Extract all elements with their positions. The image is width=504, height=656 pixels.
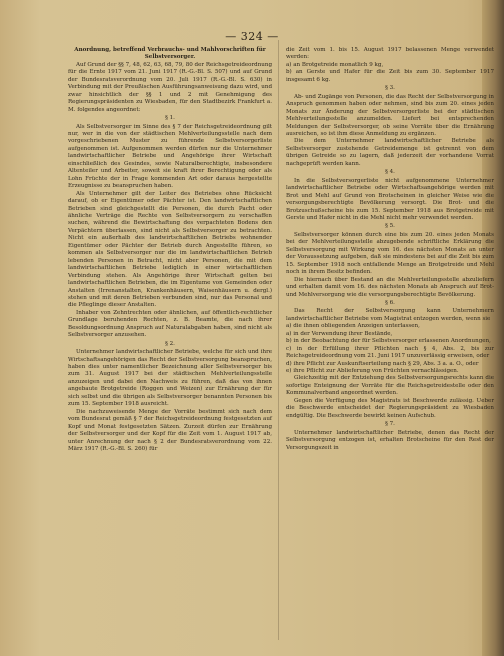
paragraph: Gleichzeitig mit der Entziehung des Selbstversorgungsrechts kann die sofortige Enteignung der Vorräte für die Reichsgetreidestelle oder den Kommunalverband angeordnet werden. (286, 375, 494, 397)
paragraph: Ab- und Zugänge von Personen, die das Recht der Selbstversorgung in Anspruch genommen haben oder nehmen, sind bis zum 20. eines jeden Monats zur Änderung der Selbstversorgerliste bei der städtischen Mehlverteilungsstelle anzumelden. Liefert bei entsprechenden Meldungen der Selbstversorger, ob seine Vorräte über die Ernährung ausreichen, so ist ihm diese Anmeldung zu ergänzen. (286, 93, 494, 137)
paragraph: Das Recht der Selbstversorgung kann Unternehmern landwirtschaftlicher Betriebe vom Magistrat entzogen werden, wenn sie (286, 308, 494, 322)
paragraph: Unternehmer landwirtschaftlicher Betriebe, welche für sich und ihre Wirtschaftsangehörigen das Recht der Selbstversorgung beanspruchen, haben dies unter namentlicher Bezeichnung aller Selbstversorger bis zum 31. August 1917 bei der städtischen Mehlverteilungsstelle anzuzeigen und dabei den Nachweis zu führen, daß das von ihnen angebaute Brotgetreide (Roggen und Weizen) zur Ernährung der für sich selbst und die übrigen als Selbstversorger benannten Personen bis zum 15. September 1918 ausreicht. (68, 349, 272, 408)
left-column (68, 47, 272, 453)
section-heading: § 6. (385, 299, 395, 306)
right-column (286, 47, 494, 452)
paragraph: Die hiernach über Bestand an die Mehlverteilungsstelle abzuliefern und erhalten damit vom 16. des nächsten Monats ab Anspruch auf Brot- und Mehlversorgung wie die versorgungsberechtigte Bevölkerung. (286, 276, 494, 298)
paragraph: b) in der Beobachtung der für Selbstversorger erlassenen Anordnungen, (286, 338, 491, 345)
paragraph: Auf Grund der §§ 7, 48, 62, 63, 68, 79, 80 der Reichsgetreideordnung für die Ernte 1917 vom 21. Juni 1917 (R.-G.-Bl. S. 507) und auf Grund der Bundesratsverordnung vom 20. Juli 1917 (R.-G.-Bl. S. 630) in Verbindung mit der Preußischen Ausführungsanweisung dazu wird, und zwar hinsichtlich der §§ 1 und 2 mit Genehmigung des Regierungspräsidenten zu Wiesbaden, für den Stadtbezirk Frankfurt a. M. folgendes angeordnet: (68, 61, 272, 113)
paragraph: d) ihre Pflicht zur Auskunftserteilung nach § 29, Abs. 3 a. a. O., oder (286, 360, 479, 367)
paragraph: Gegen die Verfügung des Magistrats ist Beschwerde zulässig. Ueber die Beschwerde entscheidet der Regierungspräsident zu Wiesbaden endgültig. Die Beschwerde bewirkt keinen Aufschub. (286, 397, 494, 419)
paragraph: c) in der Erfüllung ihrer Pflichten nach § 4, Abs. 2, bis zur Reichsgetreideordnung vom 21. Juni 1917 unzuverlässig erweisen, oder (286, 345, 494, 360)
paragraph: Als Unternehmer gilt der Leiter des Betriebes ohne Rücksicht darauf, ob er Eigentümer oder Pächter ist. Den landwirtschaftlichen Betrieben sind gleichgestellt die Personen, die durch Pacht oder ähnliche Verträge die Rechte von Selbstversorgern zu verschaffen suchen, während die Bewirtschaftung des verpachteten Bodens den Verpächtern überlassen, sind nicht als Selbstversorger zu betrachten. Nicht ein außerhalb des landwirtschaftlichen Betriebs wohnender Eigentümer oder Pächter der Betrieb durch Angestellte führen, so kommen als Selbstversorger nur die im landwirtschaftlichen Betrieb lebenden Personen in Betracht, nicht aber Personen, die mit dem landwirtschaftlichen Betriebe lediglich in einer wirtschaftlichen Verbindung stehen. Als Angehörige ihrer Wirtschaft gelten bei landwirtschaftlichen Betrieben, die im Eigentume von Gemeinden oder Anstalten (Irrenanstalten, Krankenhäusern, Waisenhäusern u. dergl.) stehen und mit deren Betrieben verbunden sind, nur das Personal und die Pfleglinge dieser Anstalten. (68, 190, 272, 309)
paragraph: Als Selbstversorger im Sinne des § 7 der Reichsgetreideordnung gilt nur, wer in die von der städtischen Mehlverteilungsstelle nach dem vorgeschriebenen Muster zu führende Selbstversorgerliste aufgenommen ist. Aufgenommen werden dürfen nur die Unternehmer landwirtschaftlicher Betriebe und Angehörige ihrer Wirtschaft einschließlich des Gesindes, sowie Naturalberechtigte, insbesondere Altenteiler und Arbeiter, soweit sie kraft ihrer Berechtigung oder als Lohn Früchte der in Frage kommenden Art oder daraus hergestellte Erzeugnisse zu beanspruchen haben. (68, 123, 272, 190)
paragraph: b) an Gerste und Hafer für die Zeit bis zum 30. September 1917 insgesamt 6 kg. (286, 69, 494, 83)
paragraph: e) ihre Pflicht zur Ablieferung von Früchten vernachlässigen. (286, 368, 459, 375)
section-heading: § 1. (165, 115, 175, 122)
paragraph: a) in der Verwendung ihrer Bestände, (286, 330, 393, 337)
page-number: — 324 — (225, 30, 279, 43)
document-title: Anordnung, betreffend Verbrauchs- und Mahlvorschriften für Selbstversorger. (74, 47, 266, 61)
paragraph: a) an Brotgetreide monatlich 9 kg, (286, 61, 384, 68)
section-heading: § 2. (165, 340, 175, 347)
paragraph: a) die ihnen obliegenden Anzeigen unterlassen, (286, 323, 420, 330)
section-heading: § 7. (385, 421, 395, 428)
section-heading: § 3. (385, 85, 395, 92)
paragraph: Die nachzuweisende Menge der Vorräte bestimmt sich nach dem vom Bundesrat gemäß § 7 der Reichsgetreideordnung festgesetzten auf Kopf und Monat festgesetzten Sätzen. Zurzeit dürfen zur Ernährung der Selbstversorger und der Kopf für die Zeit vom 1. August 1917 ab, unter Anrechnung der nach § 2 der Bundesratsverordnung vom 22. März 1917 (R.-G.-Bl. S. 260) für (68, 408, 272, 453)
paragraph: die Zeit vom 1. bis 15. August 1917 belassenen Menge verwendet werden: (286, 47, 494, 61)
paragraph: Inhaber von Zehntrechten oder ähnlichen, auf öffentlich-rechtlicher Grundlage beruhenden Rechten, z. B. Beamte, die nach ihrer Besoldungsordnung Anspruch auf Naturalabgaben haben, sind nicht als Selbstversorger anzusehen. (68, 309, 272, 339)
paragraph: Selbstversorger können durch eine bis zum 20. eines jeden Monats bei der Mehlverteilungsstelle abzugebende schriftliche Erklärung die Selbstversorgung mit Wirkung vom 16. des nächsten Monats an unter der Voraussetzung aufgeben, daß sie mindestens bei auf die Zeit bis zum 15. September 1918 noch entfallende Menge an Brotgetreide und Mehl noch in ihrem Besitz befinden. (286, 231, 494, 276)
column-divider (278, 40, 279, 640)
section-heading: § 4. (385, 169, 395, 176)
section-heading: § 5. (385, 223, 395, 230)
paragraph: In die Selbstversorgerliste nicht aufgenommene Unternehmer landwirtschaftlicher Betriebe oder Wirtschaftsangehörige werden mit Brot und Mehl auf Grund von Brotscheinen in gleicher Weise wie die versorgungsberechtigte Bevölkerung versorgt. Die Brot- und die Brotzuschußscheine bis zum 15. September 1918 aus Brotgetreide mit Gerste und Hafer nicht in die Mehl nicht mehr verwendet werden. (286, 177, 494, 221)
paragraph: Die dem Unternehmer landwirtschaftlicher Betriebe als Selbstversorger zustehende Getreidemenge ist getrennt von dem übrigen Getreide so zu lagern, daß jederzeit der vorhandene Vorrat nachgeprüft werden kann. (286, 138, 494, 167)
paragraph: Unternehmer landwirtschaftlicher Betriebe, denen das Recht der Selbstversorgung entzogen ist, erhalten Brotscheine für den Rest der Versorgungszeit in (286, 429, 494, 451)
